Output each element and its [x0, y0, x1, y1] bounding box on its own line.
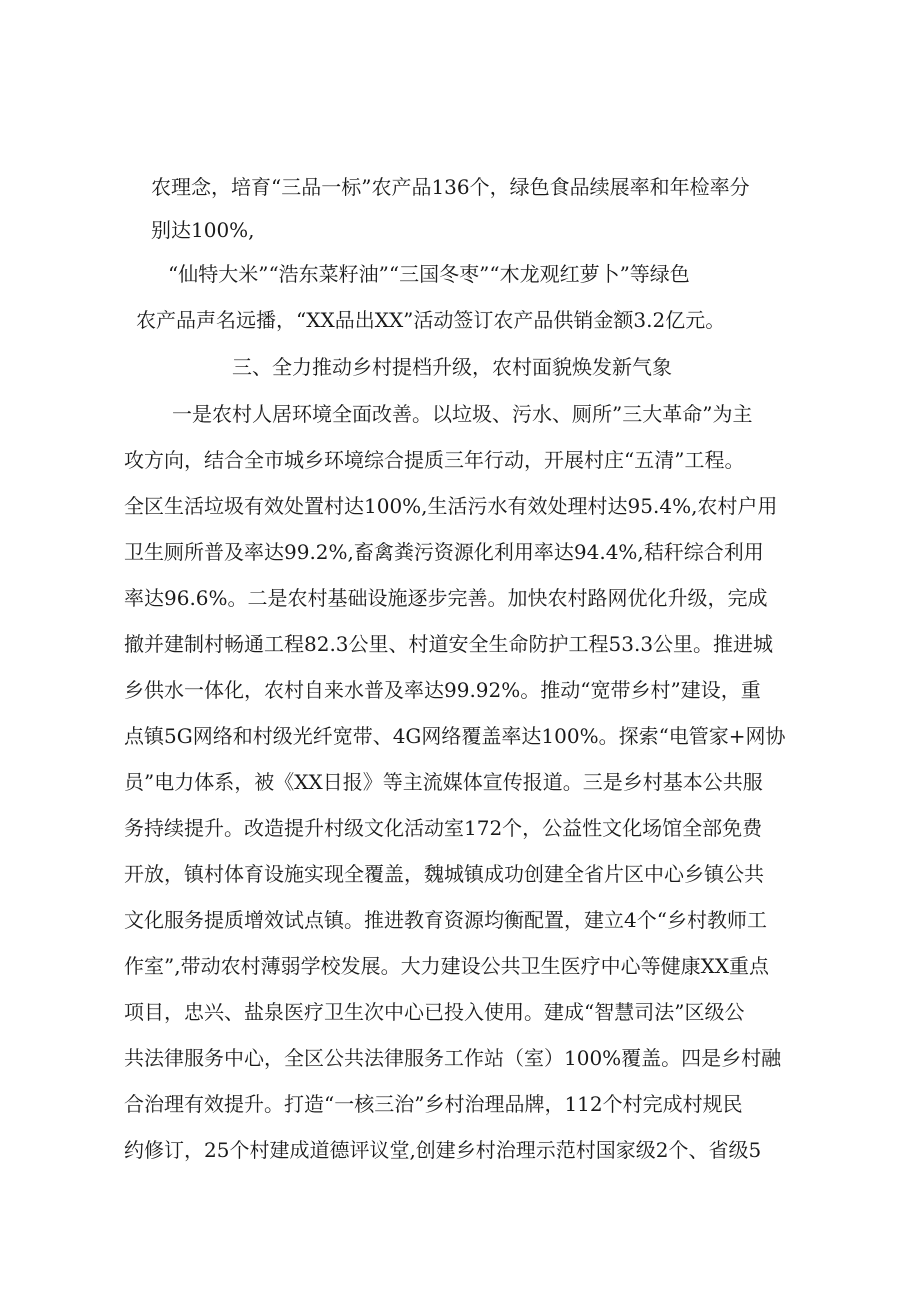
paragraph-3-line-2: 攻方向，结合全市城乡环境综合提质三年行动，开展村庄“五清”工程。 [124, 448, 745, 472]
paragraph-2-line-1: “仙特大米”“浩东菜籽油”“三国冬枣”“木龙观红萝卜”等绿色 [168, 262, 690, 286]
paragraph-3-line-15: 共法律服务中心，全区公共法律服务工作站（室）100%覆盖。四是乡村融 [124, 1046, 782, 1070]
paragraph-3-line-12: 文化服务提质增效试点镇。推进教育资源均衡配置，建立4个“乡村教师工 [124, 908, 767, 932]
paragraph-3-line-5: 率达96.6%。二是农村基础设施逐步完善。加快农村路网优化升级，完成 [124, 586, 768, 610]
paragraph-3-line-6: 撤并建制村畅通工程82.3公里、村道安全生命防护工程53.3公里。推进城 [124, 632, 774, 656]
paragraph-3-line-1: 一是农村人居环境全面改善。以垃圾、污水、厕所”三大革命”为主 [172, 402, 753, 426]
paragraph-3-line-7: 乡供水一体化，农村自来水普及率达99.92%。推动“宽带乡村”建设，重 [124, 678, 761, 702]
paragraph-2-line-2: 农产品声名远播，“XX品出XX”活动签订农产品供销金额3.2亿元。 [136, 308, 726, 332]
paragraph-3-line-16: 合治理有效提升。打造“一核三治”乡村治理品牌，112个村完成村规民 [124, 1092, 743, 1116]
paragraph-3-line-13: 作室”,带动农村薄弱学校发展。大力建设公共卫生医疗中心等健康XX重点 [124, 954, 770, 978]
paragraph-3-line-11: 开放，镇村体育设施实现全覆盖，魏城镇成功创建全省片区中心乡镇公共 [124, 862, 764, 886]
paragraph-3-line-8: 点镇5G网络和村级光纤宽带、4G网络覆盖率达100%。探索“电管家+网协 [124, 724, 786, 748]
paragraph-3-line-3: 全区生活垃圾有效处置村达100%,生活污水有效处理村达95.4%,农村户用 [124, 494, 778, 518]
paragraph-3-line-4: 卫生厕所普及率达99.2%,畜禽粪污资源化利用率达94.4%,秸秆综合利用 [124, 540, 764, 564]
paragraph-3-line-14: 项目，忠兴、盐泉医疗卫生次中心已投入使用。建成“智慧司法”区级公 [124, 1000, 745, 1024]
paragraph-3-line-17: 约修订，25个村建成道德评议堂,创建乡村治理示范村国家级2个、省级5 [124, 1138, 762, 1162]
paragraph-3-line-9: 员”电力体系，被《XX日报》等主流媒体宣传报道。三是乡村基本公共服 [124, 770, 763, 794]
paragraph-1-line-1: 农理念，培育“三品一标”农产品136个，绿色食品续展率和年检率分 [151, 175, 750, 199]
section-heading: 三、全力推动乡村提档升级，农村面貌焕发新气象 [232, 355, 672, 379]
paragraph-3-line-10: 务持续提升。改造提升村级文化活动室172个，公益性文化场馆全部免费 [124, 816, 763, 840]
paragraph-1-line-2: 别达100%, [151, 218, 255, 242]
